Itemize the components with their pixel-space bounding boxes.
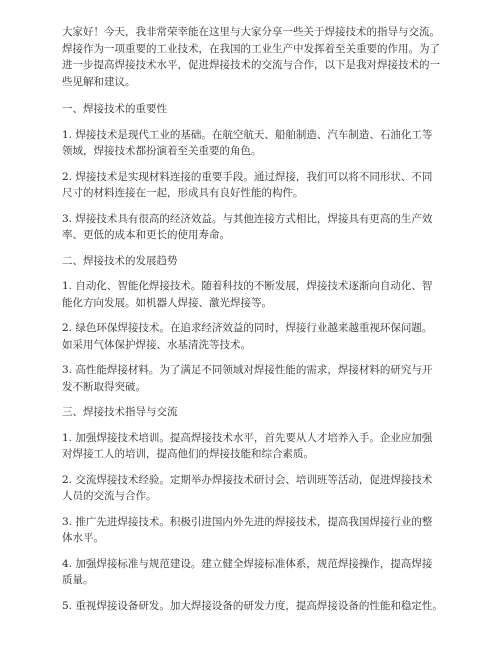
list-item-line: 3. 高性能焊接材料。为了满足不同领域对焊接性能的需求，焊接材料的研究与开 (62, 364, 433, 376)
list-item (62, 430, 452, 463)
list-item (62, 362, 452, 395)
list-item-line: 领域，焊接技术都扮演着至关重要的角色。 (62, 145, 262, 157)
list-item (62, 514, 452, 547)
list-item-line: 体水平。 (62, 532, 104, 544)
section-heading: 二、焊接技术的发展趋势 (62, 254, 178, 267)
section-heading: 三、焊接技术指导与交流 (62, 406, 178, 418)
list-item-line: 3. 推广先进焊接技术。积极引进国内外先进的焊接技术，提高我国焊接行业的整 (62, 515, 433, 528)
list-item-line: 5. 重视焊接设备研发。加大焊接设备的研发力度，提高焊接设备的性能和稳定性。 (62, 599, 443, 612)
intro-line: 些见解和建议。 (62, 75, 136, 88)
intro-line: 进一步提高焊接技术水平，促进焊接技术的交流与合作，以下是我对焊接技术的一 (62, 59, 440, 71)
list-item (62, 211, 452, 244)
list-item-line: 对焊接工人的培训，提高他们的焊接技能和综合素质。 (62, 448, 314, 460)
section-heading: 一、焊接技术的重要性 (62, 103, 167, 115)
list-item-line: 率、更低的成本和更长的使用寿命。 (62, 229, 230, 241)
list-item (62, 556, 452, 589)
list-item (62, 278, 452, 311)
list-item-line: 如采用气体保护焊接、水基清洗等技术。 (62, 338, 251, 351)
intro-paragraph (62, 24, 452, 90)
list-item-line: 人员的交流与合作。 (62, 490, 157, 502)
list-item-line: 2. 绿色环保焊接技术。在追求经济效益的同时，焊接行业越来越重视环保问题。 (62, 322, 433, 334)
list-item (62, 169, 452, 202)
list-item-line: 1. 自动化、智能化焊接技术。随着科技的不断发展，焊接技术逐渐向自动化、智 (62, 280, 433, 292)
list-item-line: 1. 加强焊接技术培训。提高焊接技术水平，首先要从人才培养入手。企业应加强 (62, 431, 433, 444)
list-item-line: 3. 焊接技术具有很高的经济效益。与其他连接方式相比，焊接具有更高的生产效 (62, 212, 433, 225)
list-item (62, 598, 452, 615)
list-item-line: 1. 焊接技术是现代工业的基础。在航空航天、船舶制造、汽车制造、石油化工等 (62, 128, 433, 141)
document-page (62, 24, 452, 623)
list-item-line: 2. 焊接技术是实现材料连接的重要手段。通过焊接，我们可以将不同形状、不同 (62, 170, 433, 183)
list-item-line: 尺寸的材料连接在一起，形成具有良好性能的构件。 (62, 187, 304, 199)
list-item (62, 127, 452, 160)
intro-line: 焊接作为一项重要的工业技术，在我国的工业生产中发挥着至关重要的作用。为了 (62, 42, 440, 55)
list-item-line: 能化方向发展。如机器人焊接、激光焊接等。 (62, 296, 272, 309)
list-item-line: 发不断取得突破。 (62, 380, 146, 393)
list-item-line: 2. 交流焊接技术经验。定期举办焊接技术研讨会、培训班等活动，促进焊接技术 (62, 473, 433, 486)
list-item-line: 4. 加强焊接标准与规范建设。建立健全焊接标准体系，规范焊接操作，提高焊接 (62, 557, 433, 570)
list-item (62, 320, 452, 353)
list-item-line: 质量。 (62, 574, 94, 586)
list-item (62, 472, 452, 505)
intro-line: 大家好！今天，我非常荣幸能在这里与大家分享一些关于焊接技术的指导与交流。 (62, 26, 440, 38)
